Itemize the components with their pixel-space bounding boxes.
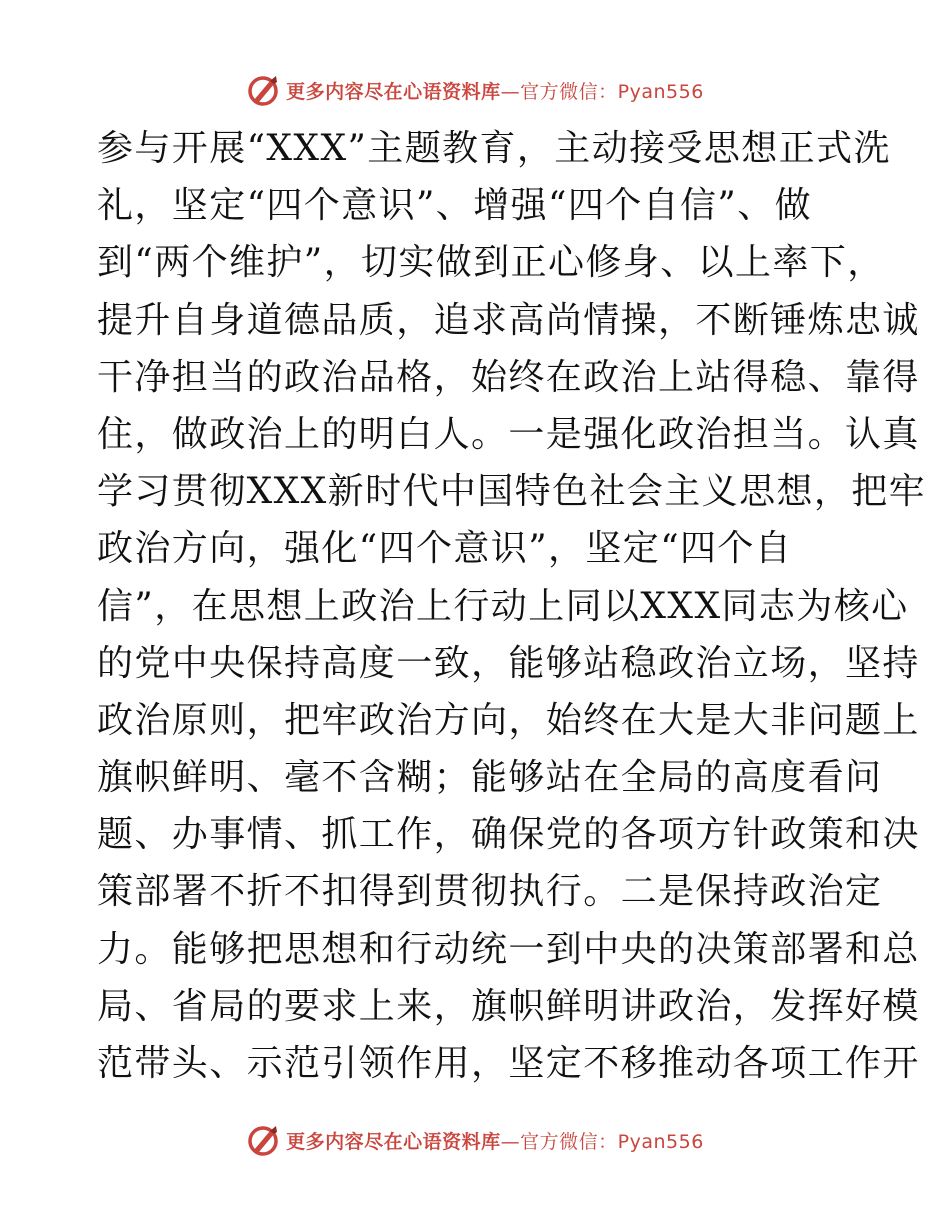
text-line: 政治原则，把牢政治方向，始终在大是大非问题上 (97, 699, 920, 741)
header-separator: — (500, 80, 521, 103)
footer-wechat: 官方微信：Pyan556 (520, 1130, 704, 1153)
text-line: 政治方向，强化“四个意识”，坚定“四个自 (97, 528, 793, 570)
text-line: 策部署不折不扣得到贯彻执行。二是保持政治定 (97, 871, 883, 913)
text-line: 旗帜鲜明、毫不含糊；能够站在全局的高度看问 (97, 757, 883, 799)
pen-circle-logo-icon (246, 73, 280, 107)
text-line: 到“两个维护”，切实做到正心修身、以上率下， (97, 242, 885, 284)
footer-banner (0, 1122, 950, 1158)
text-line: 局、省局的要求上来，旗帜鲜明讲政治，发挥好模 (97, 985, 920, 1027)
footer-site-name: 更多内容尽在心语资料库 (286, 1130, 501, 1153)
header-banner (0, 72, 950, 108)
text-line: 礼，坚定“四个意识”、增强“四个自信”、做 (97, 185, 813, 227)
text-line: 住，做政治上的明白人。一是强化政治担当。认真 (97, 413, 920, 455)
text-line: 的党中央保持高度一致，能够站稳政治立场，坚持 (97, 642, 920, 684)
text-line: 信”，在思想上政治上行动上同以XXX同志为核心 (97, 585, 909, 627)
text-line: 提升自身道德品质，追求高尚情操，不断锤炼忠诚 (97, 299, 920, 341)
text-line: 范带头、示范引领作用，坚定不移推动各项工作开 (97, 1043, 920, 1084)
text-line: 力。能够把思想和行动统一到中央的决策部署和总 (97, 928, 920, 970)
footer-separator: — (500, 1130, 521, 1153)
header-site-name: 更多内容尽在心语资料库 (286, 80, 501, 103)
pen-circle-logo-icon (246, 1123, 280, 1157)
header-text (286, 77, 704, 104)
text-line: 干净担当的政治品格，始终在政治上站得稳、靠得 (97, 356, 920, 398)
text-line: 参与开展“XXX”主题教育，主动接受思想正式洗 (97, 128, 891, 169)
footer-text (286, 1127, 704, 1154)
text-line: 题、办事情、抓工作，确保党的各项方针政策和决 (97, 814, 920, 856)
header-wechat: 官方微信：Pyan556 (520, 80, 704, 103)
text-line: 学习贯彻XXX新时代中国特色社会主义思想，把牢 (97, 471, 927, 513)
document-body (97, 120, 927, 1092)
